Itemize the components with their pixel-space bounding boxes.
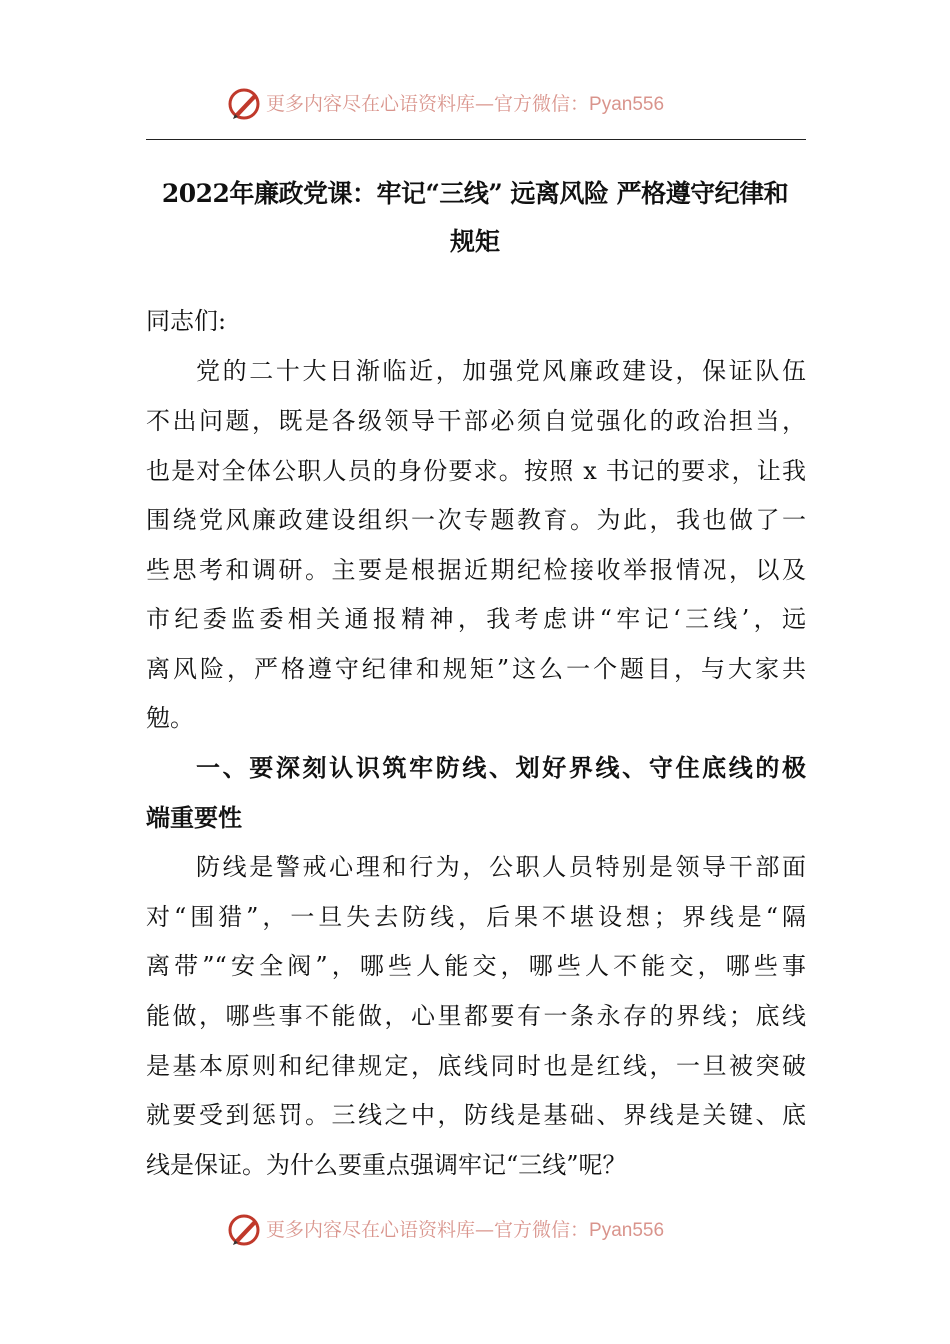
watermark-label: 更多内容尽在心语资料库—官方微信：	[266, 1219, 590, 1241]
paragraph-line: 离风险，严格遵守纪律和规矩”这么一个题目，与大家共	[146, 655, 806, 683]
watermark-id: Pyan556	[589, 1220, 665, 1241]
document-title-line-2: 规矩	[449, 227, 500, 256]
paragraph-line: 离带”“安全阀”，哪些人能交，哪些人不能交，哪些事	[146, 952, 806, 980]
paragraph-line: 就要受到惩罚。三线之中，防线是基础、界线是关键、底	[146, 1101, 806, 1129]
watermark-text	[266, 1218, 664, 1243]
paragraph-line: 勉。	[146, 704, 194, 732]
paragraph-line: 围绕党风廉政建设组织一次专题教育。为此，我也做了一	[146, 506, 806, 534]
document-title-line-1: 2022年廉政党课：牢记“三线” 远离风险 严格遵守纪律和	[161, 179, 789, 208]
paragraph-line: 防线是警戒心理和行为，公职人员特别是领导干部面	[196, 853, 806, 881]
watermark-label: 更多内容尽在心语资料库—官方微信：	[266, 93, 590, 115]
header-watermark	[0, 84, 950, 124]
paragraph-line: 能做，哪些事不能做，心里都要有一条永存的界线；底线	[146, 1002, 806, 1030]
paragraph-line: 线是保证。为什么要重点强调牢记“三线”呢？	[146, 1151, 627, 1179]
footer-watermark	[0, 1210, 950, 1250]
paragraph-line: 是基本原则和纪律规定，底线同时也是红线，一旦被突破	[146, 1052, 806, 1080]
pen-in-circle-logo-icon	[226, 86, 262, 122]
paragraph-line: 不出问题，既是各级领导干部必须自觉强化的政治担当，	[146, 407, 806, 435]
salutation: 同志们:	[146, 307, 227, 335]
paragraph-line: 市纪委监委相关通报精神，我考虑讲“牢记‘三线’，远	[146, 605, 806, 633]
watermark-text	[266, 92, 664, 117]
paragraph-line: 对“围猎”，一旦失去防线，后果不堪设想；界线是“隔	[146, 903, 806, 931]
paragraph-line: 党的二十大日渐临近，加强党风廉政建设，保证队伍	[196, 357, 806, 385]
section-heading-line: 端重要性	[146, 804, 242, 832]
pen-in-circle-logo-icon	[226, 1212, 262, 1248]
header-divider	[146, 139, 806, 140]
section-heading-line: 一、要深刻认识筑牢防线、划好界线、守住底线的极	[196, 754, 806, 782]
paragraph-line: 也是对全体公职人员的身份要求。按照 x 书记的要求，让我	[146, 457, 806, 485]
paragraph-line: 些思考和调研。主要是根据近期纪检接收举报情况，以及	[146, 556, 806, 584]
watermark-id: Pyan556	[589, 94, 665, 115]
